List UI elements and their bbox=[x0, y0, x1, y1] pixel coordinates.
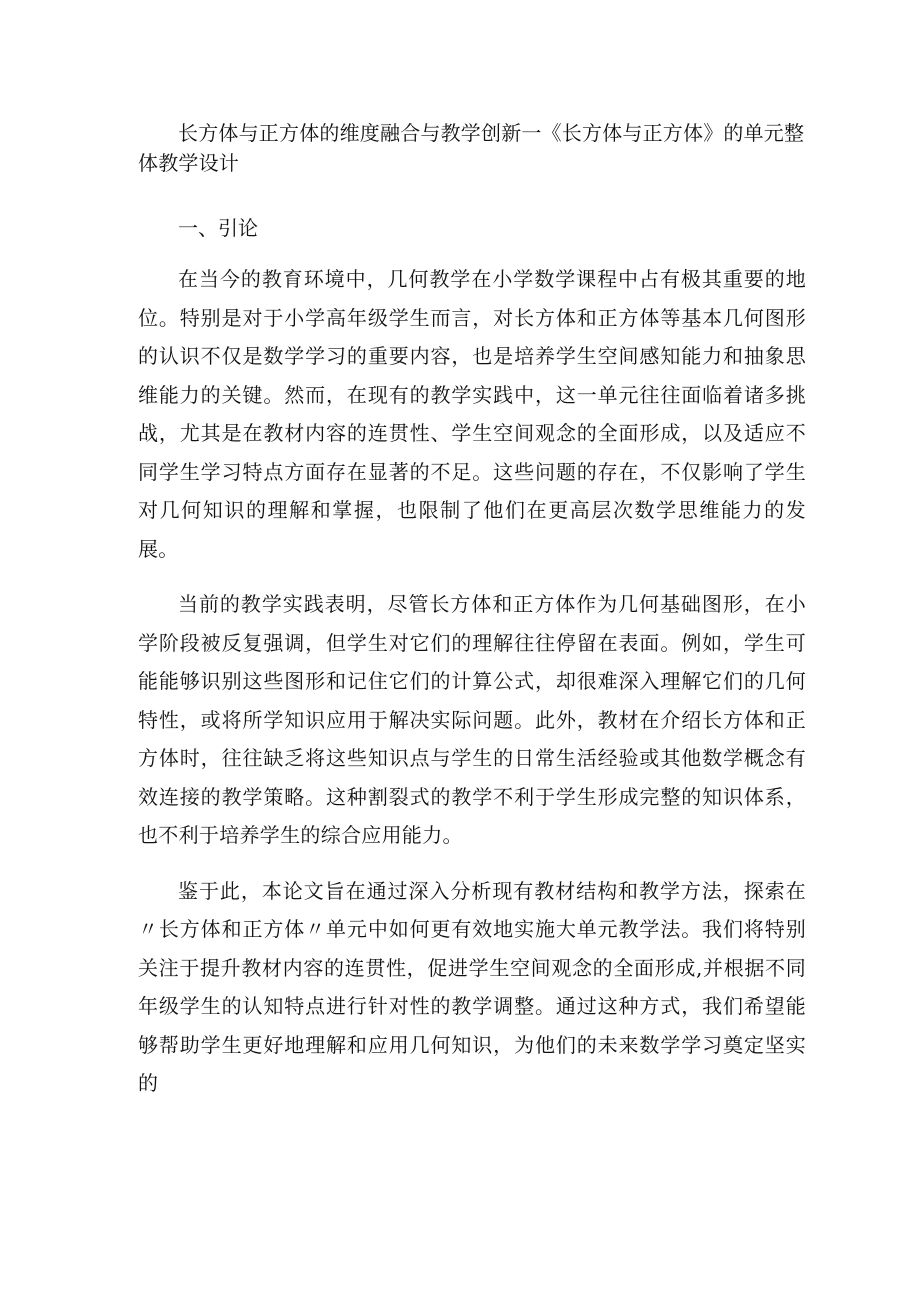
document-title: 长方体与正方体的维度融合与教学创新一《长方体与正方体》的单元整体教学设计 bbox=[138, 121, 805, 175]
document-page bbox=[138, 118, 806, 1103]
paragraph-3: 鉴于此，本论文旨在通过深入分析现有教材结构和教学方法，探索在〃长方体和正方体〃单元中如何更有效地实施大单元教学法。我们将特别关注于提升教材内容的连贯性，促进学生空间观念的全面形成,并根据不同年级学生的认知特点进行针对性的教学调整。通过这种方式，我们希望能够帮助学生更好地理解和应用几何知识，为他们的未来数学学习奠定坚实的 bbox=[138, 878, 806, 1095]
paragraph-2: 当前的教学实践表明，尽管长方体和正方体作为几何基础图形，在小学阶段被反复强调，但学生对它们的理解往往停留在表面。例如，学生可能能够识别这些图形和记住它们的计算公式，却很难深入理解它们的几何特性，或将所学知识应用于解决实际问题。此外，教材在介绍长方体和正方体时，往往缺乏将这些知识点与学生的日常生活经验或其他数学概念有效连接的教学策略。这种割裂式的教学不利于学生形成完整的知识体系，也不利于培养学生的综合应用能力。 bbox=[138, 592, 806, 847]
paragraph-1: 在当今的教育环境中，几何教学在小学数学课程中占有极其重要的地位。特别是对于小学高年级学生而言，对长方体和正方体等基本几何图形的认识不仅是数学学习的重要内容，也是培养学生空间感知能力和抽象思维能力的关键。然而，在现有的教学实践中，这一单元往往面临着诸多挑战，尤其是在教材内容的连贯性、学生空间观念的全面形成，以及适应不同学生学习特点方面存在显著的不足。这些问题的存在，不仅影响了学生对几何知识的理解和掌握，也限制了他们在更高层次数学思维能力的发展。 bbox=[138, 267, 806, 561]
section-heading: 一、引论 bbox=[178, 216, 258, 240]
